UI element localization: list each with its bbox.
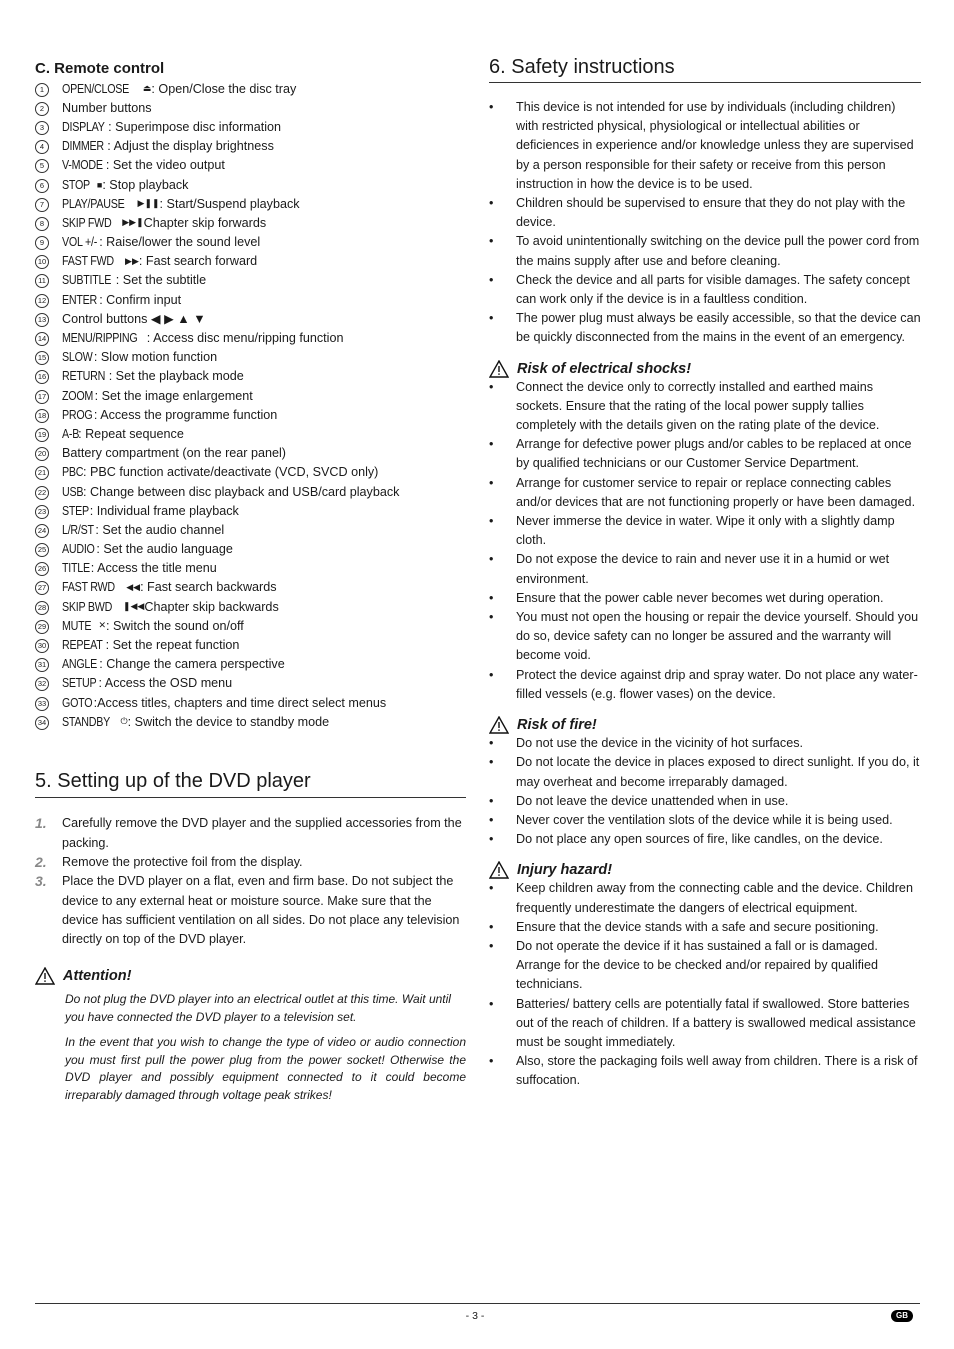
bullet-item (489, 232, 921, 270)
remote-item (35, 444, 466, 463)
button-description: : Access the title menu (90, 561, 217, 576)
number-circle: 13 (35, 313, 49, 327)
number-circle: 25 (35, 543, 49, 557)
button-name: REPEAT (62, 638, 103, 653)
number-circle: 15 (35, 351, 49, 365)
button-description: : Open/Close the disc tray (151, 81, 297, 96)
bullet-dot: • (489, 379, 494, 394)
button-symbol-icon: ▶❚❚ (137, 198, 160, 209)
number-circle: 22 (35, 486, 49, 500)
button-name: PROG (62, 407, 93, 422)
button-symbol-icon: ❚◀◀ (122, 601, 145, 612)
button-symbol-icon: ⏻ (120, 716, 128, 727)
button-description: : Switch the device to standby mode (127, 714, 330, 729)
button-name: ZOOM (62, 388, 94, 403)
number-circle: 9 (35, 236, 49, 250)
injury-list (489, 879, 921, 1090)
button-description: : Access the OSD menu (98, 676, 233, 691)
remote-item (35, 540, 466, 559)
button-name: SKIP BWD (62, 599, 113, 614)
item-number (35, 522, 62, 538)
number-circle: 10 (35, 255, 49, 269)
number-circle: 23 (35, 505, 49, 519)
button-name: STEP (62, 503, 89, 518)
button-name: SUBTITLE (62, 273, 112, 288)
bullet-item (489, 474, 921, 512)
bullet-text: You must not open the housing or repair the device yourself. Should you do so, device safety can no longer be assured and the warranty will become void. (516, 610, 919, 663)
button-description: Control buttons ◀ ▶ ▲ ▼ (62, 312, 206, 327)
button-name: SETUP (62, 676, 97, 691)
bullet-text: Ensure that the device stands with a safe and secure positioning. (516, 919, 879, 934)
bullet-item (489, 1052, 921, 1090)
fire-title: Risk of fire! (517, 717, 597, 734)
item-number (35, 157, 62, 173)
remote-item (35, 635, 466, 654)
remote-item (35, 578, 466, 597)
button-description: : Adjust the display brightness (107, 139, 274, 154)
item-number (35, 196, 62, 212)
bullet-text: Do not expose the device to rain and never use it in a humid or wet environment. (516, 552, 890, 586)
number-circle: 7 (35, 198, 49, 212)
item-number (35, 579, 62, 595)
remote-item (35, 213, 466, 232)
button-description: : Change the camera perspective (99, 657, 285, 672)
number-circle: 32 (35, 677, 49, 691)
bullet-text: Do not locate the device in places exposed to direct sunlight. If you do, it may overheat and become irreparably damaged. (516, 755, 920, 789)
bullet-text: Do not operate the device if it has sustained a fall or is damaged. Arrange for the device to be checked and/or repaired by qualified technicians. (516, 938, 878, 992)
remote-item (35, 616, 466, 635)
item-number (35, 368, 62, 384)
number-circle: 29 (35, 620, 49, 634)
bullet-text: Arrange for defective power plugs and/or cables to be replaced at once by qualified technicians or our Customer Service Department. (516, 437, 912, 471)
item-number (35, 388, 62, 404)
remote-item (35, 520, 466, 539)
language-badge: GB (891, 1310, 913, 1322)
bullet-text: Never cover the ventilation slots of the device while it is being used. (516, 812, 893, 827)
bullet-item (489, 792, 921, 811)
remote-item (35, 386, 466, 405)
button-name: V-MODE (62, 158, 103, 173)
bullet-text: Protect the device against drip and spray water. Do not place any water-filled vessels (e.g. flower vases) on the device. (516, 667, 918, 701)
button-description: : Individual frame playback (89, 503, 239, 518)
item-number (35, 560, 62, 576)
remote-item (35, 482, 466, 501)
number-circle: 30 (35, 639, 49, 653)
number-circle: 27 (35, 581, 49, 595)
footer-rule (35, 1303, 920, 1304)
remote-item (35, 117, 466, 136)
remote-item (35, 175, 466, 194)
setup-steps (35, 814, 466, 949)
button-description: : Set the image enlargement (94, 388, 253, 403)
item-number (35, 349, 62, 365)
bullet-dot: • (489, 793, 494, 808)
bullet-item (489, 194, 921, 232)
warning-icon (35, 967, 55, 985)
number-circle: 19 (35, 428, 49, 442)
bullet-item (489, 512, 921, 550)
number-circle: 6 (35, 179, 49, 193)
item-number (35, 330, 62, 346)
remote-item (35, 271, 466, 290)
button-name: STOP (62, 177, 90, 192)
item-number (35, 100, 62, 116)
bullet-text: Check the device and all parts for visible damages. The safety concept can work only if the device is in a faultless condition. (516, 272, 910, 307)
warning-icon (489, 716, 509, 734)
number-circle: 18 (35, 409, 49, 423)
bullet-dot: • (489, 437, 494, 452)
number-circle: 31 (35, 658, 49, 672)
bullet-text: Never immerse the device in water. Wipe it only with a slightly damp cloth. (516, 514, 895, 548)
bullet-dot: • (489, 996, 494, 1011)
bullet-text: Also, store the packaging foils well away from children. There is a risk of suffocation. (516, 1054, 918, 1088)
step-number: 2. (35, 853, 47, 870)
bullet-item (489, 98, 921, 194)
button-name: GOTO (62, 695, 93, 710)
button-description: : Set the audio language (96, 542, 233, 557)
button-name: A-B (62, 426, 80, 441)
number-circle: 1 (35, 83, 49, 97)
step-text: Remove the protective foil from the display. (62, 854, 303, 869)
right-column (489, 56, 921, 1091)
button-name: PBC (62, 465, 84, 480)
item-number (35, 464, 62, 480)
button-description: : Stop playback (102, 177, 189, 192)
remote-item (35, 655, 466, 674)
fire-heading (489, 716, 921, 734)
left-column (35, 60, 466, 1104)
number-circle: 20 (35, 447, 49, 461)
remote-item (35, 424, 466, 443)
item-number (35, 599, 62, 615)
bullet-text: Keep children away from the connecting cable and the device. Children frequently underestimate the dangers of electrical equipment. (516, 881, 913, 915)
bullet-item (489, 608, 921, 666)
number-circle: 16 (35, 370, 49, 384)
remote-heading: C. Remote control (35, 60, 165, 77)
button-description: : Superimpose disc information (108, 119, 282, 134)
remote-item (35, 405, 466, 424)
button-name: ANGLE (62, 657, 98, 672)
bullet-text: Connect the device only to correctly installed and earthed mains sockets. Ensure that the rating of the local power supply tallies completely with the details given on the rating plate of the device. (516, 379, 880, 433)
bullet-dot: • (489, 881, 494, 896)
item-number (35, 311, 62, 327)
bullet-item (489, 753, 921, 791)
button-name: OPEN/CLOSE (62, 81, 130, 96)
button-description: : Change between disc playback and USB/card playback (83, 484, 400, 499)
button-name: ENTER (62, 292, 98, 307)
item-number (35, 119, 62, 135)
bullet-text: This device is not intended for use by individuals (including children) with restricted physical, physiological or intellectual abilities or deficiences in experience and/or knowledge unless they are supervised by a person responsible for their safety or receive from this person instruction in how the device is to be used. (516, 100, 914, 191)
injury-title: Injury hazard! (517, 862, 613, 879)
bullet-dot: • (489, 552, 494, 567)
warning-icon (489, 861, 509, 879)
setup-step (35, 872, 466, 949)
button-description: : Start/Suspend playback (159, 196, 300, 211)
item-number (35, 215, 62, 231)
item-number (35, 292, 62, 308)
bullet-item (489, 995, 921, 1053)
bullet-text: Batteries/ battery cells are potentially fatal if swallowed. Store batteries out of the reach of children. If a battery is swallowed medical assistance must be sought immediately. (516, 996, 916, 1049)
item-number (35, 253, 62, 269)
remote-item (35, 463, 466, 482)
remote-item (35, 367, 466, 386)
bullet-item (489, 811, 921, 830)
bullet-dot: • (489, 812, 494, 827)
button-name: SKIP FWD (62, 215, 112, 230)
item-number (35, 177, 62, 193)
bullet-item (489, 550, 921, 588)
button-name: USB (62, 484, 84, 499)
bullet-text: Ensure that the power cable never becomes wet during operation. (516, 590, 884, 605)
button-name: RETURN (62, 369, 106, 384)
button-name: PLAY/PAUSE (62, 196, 125, 211)
attention-title: Attention! (63, 968, 132, 985)
button-description: : Set the video output (105, 158, 225, 173)
item-number (35, 407, 62, 423)
button-description: : Set the playback mode (108, 369, 244, 384)
button-description: :Access titles, chapters and time direct select menus (93, 695, 387, 710)
remote-item (35, 290, 466, 309)
item-number (35, 675, 62, 691)
button-description: : Access the programme function (93, 407, 278, 422)
bullet-text: Do not place any open sources of fire, like candles, on the device. (516, 832, 883, 847)
button-name: SLOW (62, 350, 93, 365)
bullet-dot: • (489, 919, 494, 934)
electrical-list (489, 378, 921, 704)
button-name: VOL +/- (62, 235, 98, 250)
item-number (35, 138, 62, 154)
item-number (35, 81, 62, 97)
button-description: Chapter skip forwards (143, 215, 267, 230)
attention-heading (35, 967, 466, 985)
button-symbol-icon: ▶▶❚ (122, 217, 144, 228)
bullet-dot: • (489, 234, 494, 249)
button-name: DISPLAY (62, 119, 105, 134)
bullet-text: To avoid unintentionally switching on the device pull the power cord from the mains supply after use and before cleaning. (516, 234, 920, 268)
number-circle: 14 (35, 332, 49, 346)
number-circle: 5 (35, 159, 49, 173)
button-symbol-icon: ✕ (98, 620, 107, 631)
bullet-dot: • (489, 1054, 494, 1069)
bullet-dot: • (489, 475, 494, 490)
bullet-item (489, 918, 921, 937)
remote-item (35, 252, 466, 271)
button-name: L/R/ST (62, 522, 94, 537)
remote-item (35, 233, 466, 252)
bullet-dot: • (489, 736, 494, 751)
bullet-item (489, 271, 921, 309)
safety-general-list (489, 98, 921, 348)
number-circle: 34 (35, 716, 49, 730)
item-number (35, 637, 62, 653)
bullet-item (489, 734, 921, 753)
step-text: Place the DVD player on a flat, even and firm base. Do not subject the device to any external heat or moisture source. Make sure that the device has sufficient ventilation on all sides. Do not place any television directly on top of the DVD player. (62, 874, 460, 947)
button-name: STANDBY (62, 714, 110, 729)
remote-item (35, 712, 466, 731)
bullet-dot: • (489, 272, 494, 287)
bullet-text: Do not leave the device unattended when in use. (516, 793, 789, 808)
bullet-item (489, 937, 921, 995)
item-number (35, 541, 62, 557)
bullet-item (489, 435, 921, 473)
injury-heading (489, 861, 921, 879)
item-number (35, 234, 62, 250)
button-description: : Switch the sound on/off (106, 618, 244, 633)
electrical-title: Risk of electrical shocks! (517, 360, 692, 377)
button-name: FAST FWD (62, 254, 114, 269)
number-circle: 12 (35, 294, 49, 308)
button-name: FAST RWD (62, 580, 115, 595)
bullet-text: The power plug must always be easily accessible, so that the device can be quickly disconnected from the mains in the event of an emergency. (516, 311, 921, 345)
item-number (35, 503, 62, 519)
number-circle: 11 (35, 274, 49, 288)
remote-item (35, 194, 466, 213)
setup-step (35, 853, 466, 872)
item-number (35, 618, 62, 634)
bullet-item (489, 830, 921, 849)
remote-item (35, 156, 466, 175)
button-name: DIMMER (62, 139, 104, 154)
number-circle: 4 (35, 140, 49, 154)
item-number (35, 656, 62, 672)
remote-item (35, 137, 466, 156)
button-description: : Repeat sequence (78, 426, 184, 441)
remote-item (35, 328, 466, 347)
item-number (35, 426, 62, 442)
button-description: Chapter skip backwards (144, 599, 279, 614)
button-description: : Access disc menu/ripping function (146, 331, 344, 346)
remote-control-list (35, 79, 466, 731)
bullet-dot: • (489, 832, 494, 847)
page-number: - 3 - (465, 1310, 485, 1322)
bullet-dot: • (489, 196, 494, 211)
remote-item (35, 597, 466, 616)
remote-item (35, 674, 466, 693)
bullet-item (489, 666, 921, 704)
button-symbol-icon: ◀◀ (126, 581, 141, 592)
remote-item (35, 98, 466, 117)
bullet-dot: • (489, 667, 494, 682)
item-number (35, 272, 62, 288)
button-description: : Set the subtitle (115, 273, 207, 288)
button-name: TITLE (62, 561, 90, 576)
bullet-dot: • (489, 938, 494, 953)
number-circle: 8 (35, 217, 49, 231)
remote-item (35, 79, 466, 98)
remote-item (35, 693, 466, 712)
button-description: Battery compartment (on the rear panel) (62, 446, 286, 461)
number-circle: 24 (35, 524, 49, 538)
button-description: : PBC function activate/deactivate (VCD, SVCD only) (83, 465, 379, 480)
number-circle: 33 (35, 697, 49, 711)
item-number (35, 714, 62, 730)
electrical-heading (489, 360, 921, 378)
bullet-item (489, 309, 921, 347)
bullet-dot: • (489, 100, 494, 114)
button-description: Number buttons (62, 100, 152, 115)
item-number (35, 484, 62, 500)
attention-text-2: In the event that you wish to change the type of video or audio connection you must first pull the power plug from the power socket! Otherwise the DVD player and possibly equipment connected to it could become irreparably damaged through voltage peak strikes! (65, 1035, 466, 1102)
setup-heading: 5. Setting up of the DVD player (35, 770, 466, 798)
button-name: AUDIO (62, 542, 95, 557)
number-circle: 26 (35, 562, 49, 576)
remote-item (35, 309, 466, 328)
bullet-item (489, 589, 921, 608)
step-text: Carefully remove the DVD player and the supplied accessories from the packing. (62, 816, 462, 850)
bullet-dot: • (489, 514, 494, 529)
attention-text-1: Do not plug the DVD player into an electrical outlet at this time. Wait until you have connected the DVD player to a television set. (65, 992, 451, 1024)
fire-list (489, 734, 921, 849)
button-description: : Raise/lower the sound level (99, 235, 261, 250)
button-name: MENU/RIPPING (62, 331, 138, 346)
button-description: : Fast search forward (138, 254, 258, 269)
bullet-text: Do not use the device in the vicinity of hot surfaces. (516, 736, 804, 751)
bullet-dot: • (489, 590, 494, 605)
warning-icon (489, 360, 509, 378)
bullet-dot: • (489, 610, 494, 625)
button-symbol-icon: ⏏ (142, 83, 152, 94)
step-number: 3. (35, 873, 47, 890)
item-number (35, 695, 62, 711)
bullet-dot: • (489, 755, 494, 770)
number-circle: 21 (35, 466, 49, 480)
number-circle: 17 (35, 390, 49, 404)
button-symbol-icon: ■ (96, 179, 103, 190)
number-circle: 28 (35, 601, 49, 615)
remote-item (35, 501, 466, 520)
button-description: : Confirm input (99, 292, 182, 307)
button-description: : Set the repeat function (105, 638, 240, 653)
bullet-dot: • (489, 311, 494, 326)
button-description: : Set the audio channel (95, 522, 225, 537)
number-circle: 2 (35, 102, 49, 116)
bullet-text: Arrange for customer service to repair or replace connecting cables and/or devices that are not functioning properly or have been damaged. (516, 475, 916, 509)
remote-item (35, 348, 466, 367)
button-description: : Slow motion function (93, 350, 218, 365)
button-name: MUTE (62, 618, 92, 633)
step-number: 1. (35, 815, 47, 832)
item-number (35, 445, 62, 461)
button-symbol-icon: ▶▶ (125, 255, 139, 266)
bullet-text: Children should be supervised to ensure that they do not play with the device. (516, 196, 906, 230)
safety-heading: 6. Safety instructions (489, 56, 921, 83)
bullet-item (489, 879, 921, 917)
button-description: : Fast search backwards (140, 580, 277, 595)
bullet-item (489, 378, 921, 436)
number-circle: 3 (35, 121, 49, 135)
setup-step (35, 814, 466, 853)
remote-item (35, 559, 466, 578)
